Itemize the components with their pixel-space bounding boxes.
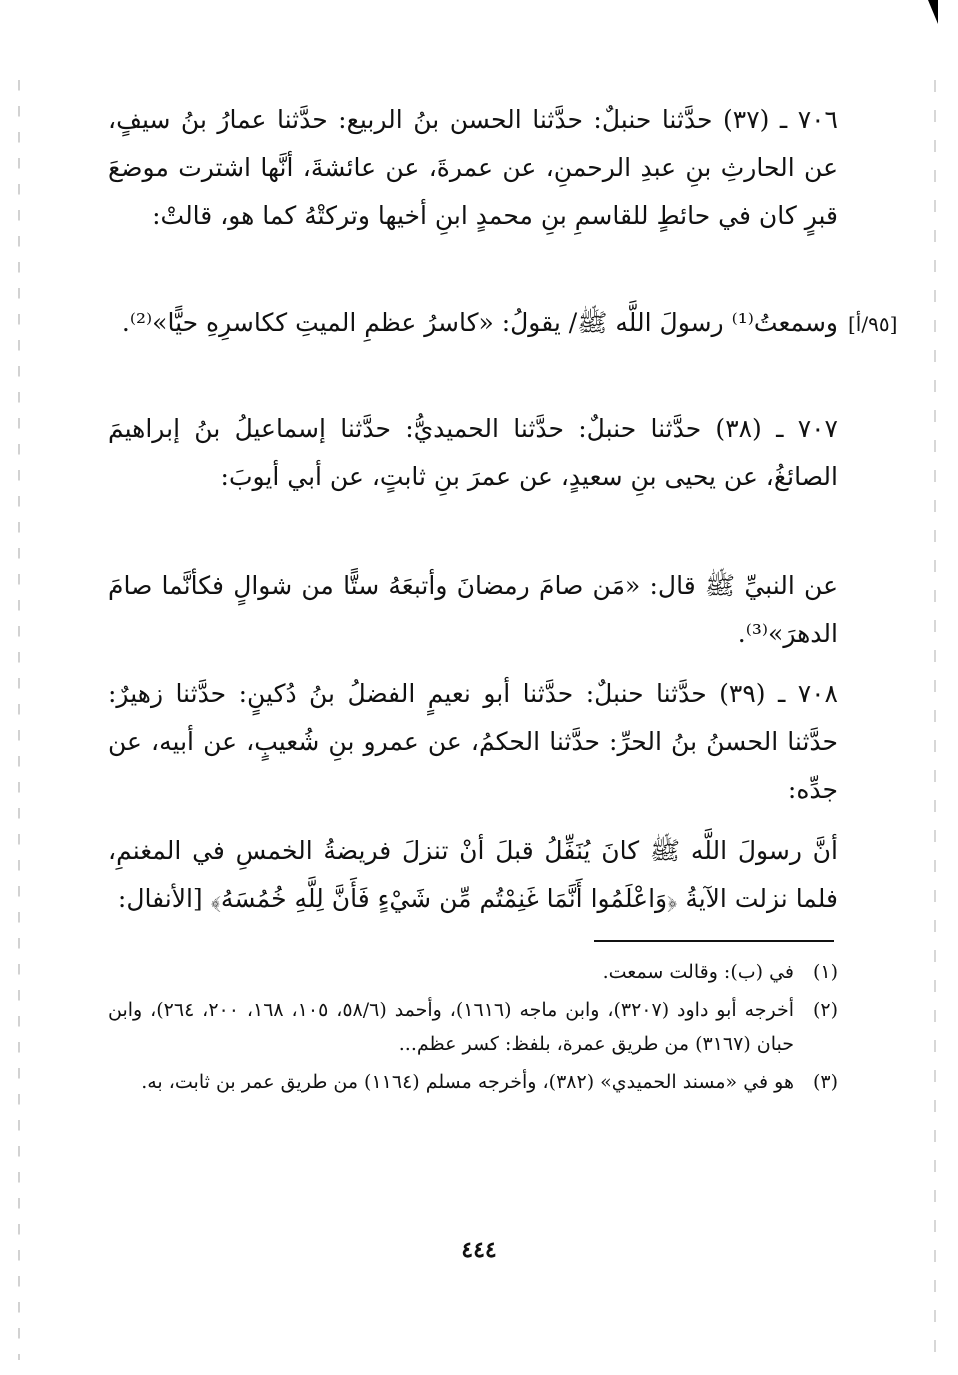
hadith-706-matn: وسمعتُ⁽¹⁾ رسولَ اللَّه ﷺ/ يقولُ: «كاسرُ عظمِ الميتِ ككاسرِهِ حيًّا»⁽²⁾. [121,308,838,337]
footnote-3 [108,1065,838,1099]
footnote-2 [108,993,838,1061]
footnote-1 [108,955,838,989]
page-number: ٤٤٤ [461,1237,497,1263]
footnote-text: أخرجه أبو داود (٣٢٠٧)، وابن ماجه (١٦١٦)، وأحمد (٥٨/٦، ١٠٥، ١٦٨، ٢٠٠، ٢٦٤)، وابن حبان (٣١٦٧) من طريق عمرة، بلفظ: كسر عظم... [108,999,795,1055]
hadith-708-matn: أنَّ رسولَ اللَّه ﷺ كانَ يُنَفِّلُ قبلَ أنْ تنزلَ فريضةُ الخمسِ في المغنمِ، فلما نزلت الآيةُ ﴿وَاعْلَمُوا أَنَّمَا غَنِمْتُم مِّن شَيْءٍ فَأَنَّ لِلَّهِ خُمُسَهُ﴾ [الأنفال: [108,836,838,913]
footnotes [108,955,838,1103]
left-margin-dots [18,80,20,1360]
hadith-707-isnad: ٧٠٧ ـ (٣٨) حدَّثنا حنبلٌ: حدَّثنا الحميديُّ: حدَّثنا إسماعيلُ بنُ إبراهيمَ الصائغُ، عن يحيى بنِ سعيدٍ، عن عمرَ بنِ ثابتٍ، عن أبي أيوبَ: [108,414,838,491]
hadith-707-matn: عن النبيِّ ﷺ قال: «مَن صامَ رمضانَ وأتبعَهُ ستًّا من شوالٍ فكأنَّما صامَ الدهرَ»⁽³⁾. [108,571,838,648]
footnote-number: (٢) [812,999,838,1021]
footnote-number: (٣) [812,1071,838,1093]
hadith-706-isnad: ٧٠٦ ـ (٣٧) حدَّثنا حنبلٌ: حدَّثنا الحسن بنُ الربيع: حدَّثنا عمارُ بنُ سيفٍ، عن الحارثِ بنِ عبدِ الرحمنِ، عن عمرةَ، عن عائشةَ، أنَّها اشترت موضعَ قبرٍ كان في حائطٍ للقاسمِ بنِ محمدٍ ابنِ أخيها وتركتْهُ كما هو، قالتْ: [108,105,838,230]
margin-folio-reference: [٩٥/أ] [848,312,898,336]
footnote-text: في (ب): وقالت سمعت. [602,961,794,983]
footnote-number: (١) [812,961,838,983]
hadith-708-isnad: ٧٠٨ ـ (٣٩) حدَّثنا حنبلٌ: حدَّثنا أبو نعيمٍ الفضلُ بنُ دُكينٍ: حدَّثنا زهيرٌ: حدَّثنا الحسنُ بنُ الحرِّ: حدَّثنا الحكمُ، عن عمرو بنِ شُعيبٍ، عن أبيه، عن جدِّه: [108,679,838,804]
right-margin-dots [934,80,936,1360]
footnote-text: هو في «مسند الحميدي» (٣٨٢)، وأخرجه مسلم (١١٦٤) من طريق عمر بن ثابت، به. [141,1071,794,1093]
footnote-separator [594,940,834,942]
corner-mark [928,0,938,24]
